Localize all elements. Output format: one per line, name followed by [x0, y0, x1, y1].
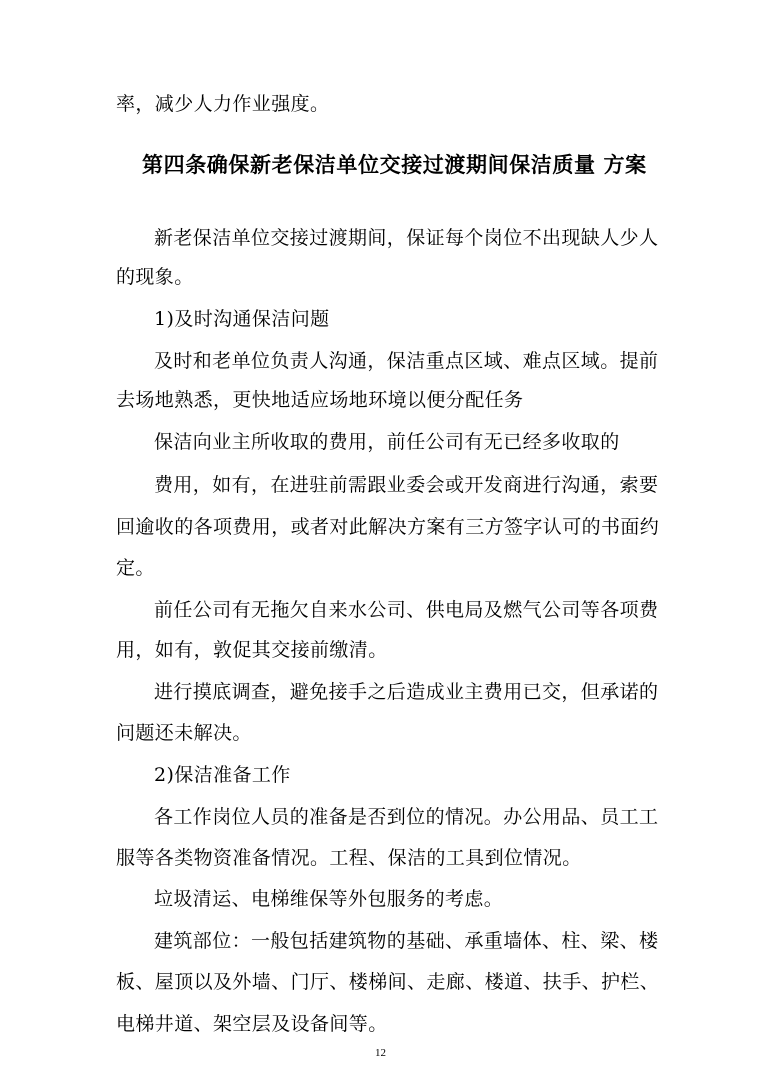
paragraph-line: 保洁向业主所收取的费用，前任公司有无已经多收取的: [154, 431, 620, 453]
paragraph-line: 进行摸底调查，避免接手之后造成业主费用已交，但承诺的: [154, 681, 659, 703]
paragraph-line: 的现象。: [116, 266, 194, 288]
paragraph-line: 建筑部位：一般包括建筑物的基础、承重墙体、柱、梁、楼: [154, 930, 659, 952]
paragraph-line: 用，如有，敦促其交接前缴清。: [116, 639, 388, 661]
paragraph-line: 各工作岗位人员的准备是否到位的情况。办公用品、员工工: [154, 806, 659, 828]
page-number: 12: [375, 1047, 386, 1059]
paragraph-line: 及时和老单位负责人沟通，保洁重点区域、难点区域。提前: [154, 350, 659, 372]
subheading-line: 1)及时沟通保洁问题: [154, 308, 330, 330]
subheading-line: 2)保洁准备工作: [154, 764, 291, 786]
paragraph-line: 垃圾清运、电梯维保等外包服务的考虑。: [154, 888, 504, 910]
paragraph-line: 去场地熟悉，更快地适应场地环境以便分配任务: [116, 389, 524, 411]
paragraph-line: 新老保洁单位交接过渡期间，保证每个岗位不出现缺人少人: [154, 227, 659, 249]
paragraph-line: 板、屋顶以及外墙、门厅、楼梯间、走廊、楼道、扶手、护栏、: [116, 971, 660, 993]
paragraph-line: 服等各类物资准备情况。工程、保洁的工具到位情况。: [116, 847, 582, 869]
intro-tail-line: 率，减少人力作业强度。: [116, 93, 330, 115]
paragraph-line: 前任公司有无拖欠自来水公司、供电局及燃气公司等各项费: [154, 599, 659, 621]
paragraph-line: 问题还未解决。: [116, 722, 252, 744]
paragraph-line: 回逾收的各项费用，或者对此解决方案有三方签字认可的书面约: [116, 516, 660, 538]
section-heading: 第四条确保新老保洁单位交接过渡期间保洁质量 方案: [142, 152, 647, 177]
paragraph-line: 定。: [116, 557, 155, 579]
paragraph-line: 电梯井道、架空层及设备间等。: [116, 1013, 388, 1035]
paragraph-line: 费用，如有，在进驻前需跟业委会或开发商进行沟通，索要: [154, 474, 659, 496]
